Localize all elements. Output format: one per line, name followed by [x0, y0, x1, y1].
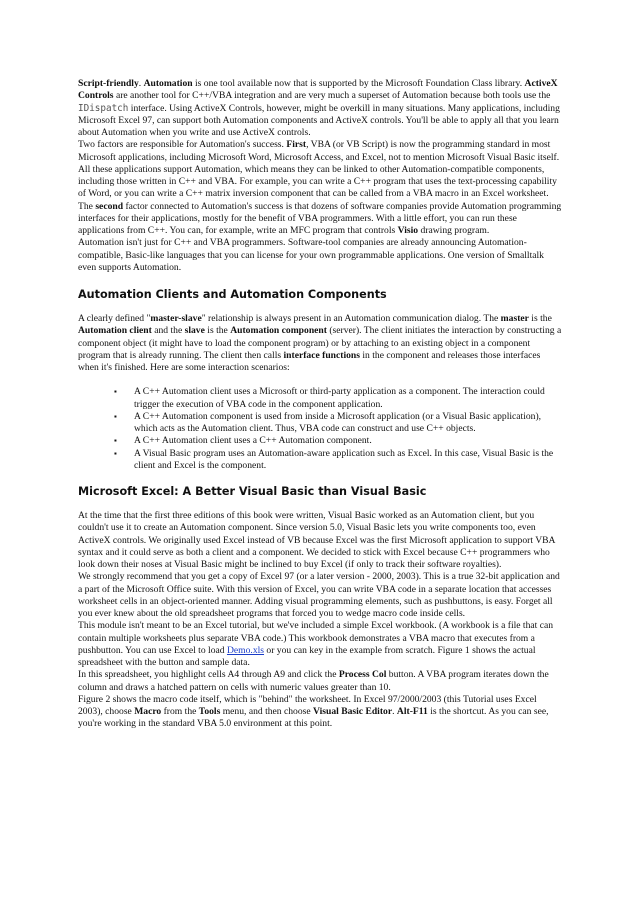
document-page	[78, 78, 562, 731]
text-run: or you can key in the example from scratch. Figure 1 shows the actual spreadsheet with the button and sample data.	[78, 644, 536, 668]
intro-paragraph-3	[78, 201, 562, 238]
idispatch-code: IDispatch	[78, 102, 129, 114]
bullet-marker: ▪	[114, 411, 117, 421]
text-run: and the	[151, 325, 185, 337]
visual-basic-editor-term: Visual Basic Editor	[313, 706, 393, 717]
list-item-text: A C++ Automation component is used from inside a Microsoft application (or a Visual Basic application), which acts as the Automation client. Thus, VBA code can construct and use C++ objects.	[134, 410, 542, 434]
text-run: is the shortcut. As you can see, you're working in the standard VBA 5.0 environment at this point.	[78, 706, 549, 730]
text-run: is the	[528, 313, 552, 324]
text-run: In this spreadsheet, you highlight cells A4 through A9 and click the	[78, 669, 339, 681]
text-run: This module isn't meant to be an Excel tutorial, but we've included a simple Excel workbook. (A workbook is a file that can contain multiple worksheets plus separate VBA code.) This workbook demonstrates a VBA macro that executes from a pushbutton. You can use Excel to load	[78, 620, 554, 656]
section2-paragraph-5	[78, 694, 562, 731]
intro-paragraph-4: Automation isn't just for C++ and VBA programmers. Software-tool companies are already announcing Automation-compatible, Basic-like languages that you can license for your own programmable applications. One version of Smalltalk even supports Automation.	[78, 237, 544, 273]
text-run: factor connected to Automation's success is that dozens of software companies provide Automation programming interfaces for their applications, mostly for the benefit of VBA programmers. With a little effort, you can run these applications from C++. You can, for example, write an MFC program that controls	[78, 200, 562, 236]
second-term: second	[95, 200, 124, 212]
bullet-marker: ▪	[114, 448, 117, 458]
interface-functions-term: interface functions	[283, 349, 360, 361]
tools-term: Tools	[198, 706, 221, 717]
text-run: in the component and releases those interfaces when it's finished. Here are some interaction scenarios:	[78, 349, 541, 373]
list-item-text: A C++ Automation client uses a C++ Automation component.	[134, 435, 372, 447]
text-run: (server). The client initiates the interaction by constructing a component object (it might have to load the component program) or by attaching to an existing object in a component program that is already running. The client then calls	[78, 325, 562, 361]
automation-term: Automation	[143, 78, 193, 89]
text-run: menu, and then choose	[220, 706, 314, 717]
first-term: First	[286, 139, 307, 151]
text-run: Figure 2 shows the macro code itself, which is "behind" the worksheet. In Excel 97/2000/2003 (this Tutorial uses Excel 2003), choose	[78, 693, 537, 717]
text-run: Two factors are responsible for Automation's success.	[78, 139, 287, 151]
text-run: drawing program.	[418, 225, 490, 236]
text-run: The	[78, 200, 96, 212]
list-item-text: A C++ Automation client uses a Microsoft or third-party application as a component. The interaction could trigger the execution of VBA code in the component application.	[134, 386, 545, 410]
list-item	[78, 411, 562, 436]
section1-paragraph	[78, 313, 562, 374]
text-run: button. A VBA program iterates down the column and draws a hatched pattern on cells with numeric values greater than 10.	[78, 669, 549, 693]
text-run: , VBA (or VB Script) is now the programming standard in most Microsoft applications, including Microsoft Word, Microsoft Access, and Excel, not to mention Microsoft Visual Basic itself. All these applications support Automation, which means they can be linked to other Automation-compatible components, including those written in C++ and VBA. For example, you can write a C++ program that uses the text-processing capability of Word, or you can write a C++ matrix inversion component that can be called from a VBA macro in an Excel worksheet.	[78, 139, 560, 200]
intro-paragraph-2	[78, 139, 562, 200]
alt-f11-term: Alt-F11	[396, 706, 428, 717]
section-heading-microsoft-excel: Microsoft Excel: A Better Visual Basic than Visual Basic	[78, 485, 427, 498]
text-run: are another tool for C++/VBA integration and are very much a superset of Automation because both tools use the	[113, 90, 551, 102]
section2-paragraph-2: We strongly recommend that you get a copy of Excel 97 (or a later version - 2000, 2003). This is a true 32-bit application and a part of the Microsoft Office suite. With this version of Excel, you can write VBA code in a separate location that accesses worksheet cells in an object-oriented manner. Adding visual programming elements, such as pushbuttons, is easy. Forget all you ever knew about the old spreadsheet programs that forced you to wedge macro code inside cells.	[78, 571, 560, 619]
text-run: A clearly defined "	[78, 313, 151, 324]
visio-term: Visio	[397, 225, 419, 236]
master-term: master	[500, 313, 529, 324]
section-heading-automation-clients: Automation Clients and Automation Components	[78, 288, 387, 301]
text-run: " relationship is always present in an Automation communication dialog. The	[201, 313, 501, 324]
bullet-marker: ▪	[114, 436, 117, 446]
list-item	[78, 435, 562, 447]
text-run: is the	[204, 325, 231, 337]
list-item	[78, 386, 562, 411]
script-friendly-term: Script-friendly	[78, 78, 139, 89]
master-slave-term: master-slave	[150, 313, 202, 324]
list-item	[78, 448, 562, 473]
automation-component-term: Automation component	[230, 325, 327, 337]
macro-term: Macro	[134, 706, 162, 717]
text-run: is one tool available now that is supported by the Microsoft Foundation Class library.	[192, 78, 525, 89]
section2-paragraph-3	[78, 620, 562, 669]
automation-client-term: Automation client	[78, 325, 152, 337]
intro-paragraph-1	[78, 78, 562, 139]
bullet-marker: ▪	[114, 387, 117, 397]
section2-paragraph-1: At the time that the first three editions of this book were written, Visual Basic worked as an Automation client, but you couldn't use it to create an Automation component. Since version 5.0, Visual Basic lets you write components too, even ActiveX controls. We originally used Excel instead of VB because Excel was the first Microsoft application to support VBA syntax and it could serve as both a client and a component. We decided to stick with Excel because C++ programmers who look down their noses at Visual Basic might be inclined to buy Excel (if only to track their software royalties).	[78, 510, 555, 570]
demo-xls-link[interactable]: Demo.xls	[226, 644, 265, 656]
process-col-term: Process Col	[338, 669, 387, 681]
scenario-list	[78, 386, 562, 472]
activex-controls-term: ActiveX Controls	[78, 78, 558, 102]
text-run: .	[138, 78, 144, 89]
text-run: interface. Using ActiveX Controls, however, might be overkill in many situations. Many applications, including Microsoft Excel 97, can support both Automation components and ActiveX controls. You'll be able to apply all that you learn about Automation when you write and use ActiveX controls.	[78, 102, 560, 138]
text-run: .	[392, 706, 397, 717]
text-run: from the	[161, 706, 199, 717]
list-item-text: A Visual Basic program uses an Automation-aware application such as Excel. In this case, Visual Basic is the client and Excel is the component.	[134, 447, 554, 471]
slave-term: slave	[184, 325, 205, 337]
section2-paragraph-4	[78, 669, 562, 694]
